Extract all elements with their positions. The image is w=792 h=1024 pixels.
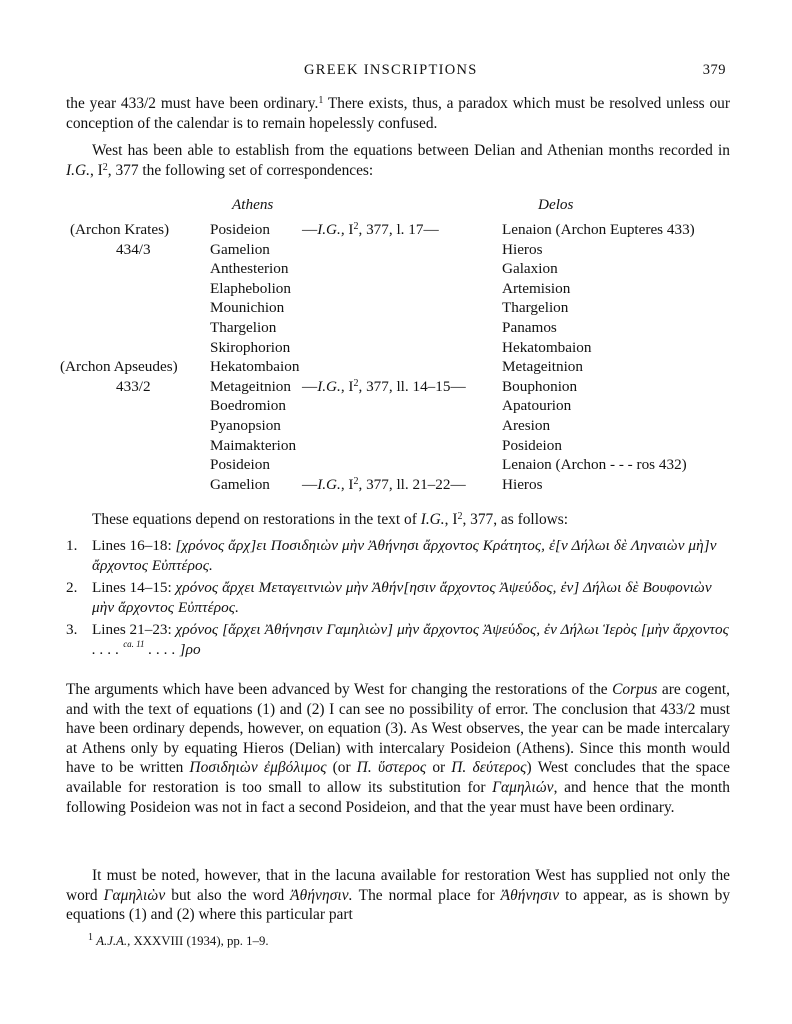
para2-ig: I.G. bbox=[66, 161, 90, 179]
paragraph-1 bbox=[66, 94, 730, 133]
para3-sup: 2 bbox=[457, 511, 463, 522]
footnote-number: 1 bbox=[88, 932, 93, 943]
athens-month: Skirophorion bbox=[210, 338, 291, 356]
delos-month: Metageitnion bbox=[502, 358, 583, 376]
equation-label: Lines 14–15: bbox=[92, 579, 176, 597]
table-row bbox=[66, 280, 730, 300]
delos-month: Apatourion bbox=[502, 397, 572, 415]
equation-label: Lines 16–18: bbox=[92, 537, 176, 554]
athens-month: Thargelion bbox=[210, 319, 277, 336]
delos-month: Galaxion bbox=[502, 260, 558, 278]
year-apseudes: 433/2 bbox=[116, 377, 151, 395]
paragraph-3 bbox=[66, 510, 730, 530]
para3-text-c: , 377, as follows: bbox=[462, 511, 569, 528]
delos-month: Lenaion (Archon Eupteres 433) bbox=[502, 221, 695, 238]
page-number: 379 bbox=[702, 62, 726, 78]
delos-month: Hieros bbox=[502, 475, 543, 493]
delos-month: Posideion bbox=[502, 436, 562, 454]
athens-month: Metageitnion bbox=[210, 377, 291, 395]
delos-month: Hekatombaion bbox=[502, 338, 592, 356]
table-row bbox=[66, 456, 730, 476]
athens-month: Gamelion bbox=[210, 240, 270, 258]
inscription-reference: —I.G., $I^2$, 377, ll. 14–15— bbox=[302, 377, 466, 395]
para3-text-a: These equations depend on restorations in the text of bbox=[92, 511, 421, 528]
delos-month: Aresion bbox=[502, 417, 551, 434]
archon-krates: (Archon Krates) bbox=[70, 221, 170, 238]
table-row bbox=[66, 241, 730, 261]
list-item bbox=[66, 578, 730, 617]
paragraph-5: It must be noted, however, that in the lacuna available for restoration West has supplied not only the word Γαμηλιὼν but also the word Ἀθήνησιν. The normal place for Ἀθήνησιν to appear, as is shown by equations (1) and (2) where this particular part bbox=[66, 867, 731, 924]
athens-month: Hekatombaion bbox=[210, 358, 300, 376]
delos-month: Thargelion bbox=[502, 299, 569, 317]
correspondence-table bbox=[60, 196, 730, 496]
athens-month: Maimakterion bbox=[210, 436, 297, 454]
delos-month: Panamos bbox=[502, 319, 557, 336]
equation-greek: [χρόνος ἄρχ]ει Ποσιδηιὼν μὴν Ἀθήνησι ἄρχοντος Κράτητος, ἐ[ν Δήλωι δὲ Ληναιὼν μὴ]ν ἄρχοντος Εὐπτέρος. bbox=[92, 537, 717, 574]
inscription-reference: —I.G., $I^2$, 377, ll. 21–22— bbox=[302, 475, 466, 493]
running-header bbox=[66, 62, 730, 82]
equation-number: 2. bbox=[66, 579, 78, 597]
column-header-athens: Athens bbox=[232, 196, 274, 213]
footnote-text: , XXXVIII (1934), pp. 1–9. bbox=[127, 934, 269, 948]
footnote-marker: 1 bbox=[318, 95, 324, 106]
running-title: GREEK INSCRIPTIONS bbox=[304, 62, 478, 78]
para2-text-a: West has been able to establish from the equations between Delian and Athenian months recorded in bbox=[92, 142, 730, 159]
table-row bbox=[66, 221, 730, 241]
para3-ig: I.G. bbox=[420, 511, 445, 528]
table-row bbox=[60, 358, 730, 378]
delos-month: Bouphonion bbox=[502, 377, 578, 395]
equation-greek: χρόνος ἄρχει Μεταγειτνιὼν μὴν Ἀθήν[ησιν ἄρχοντος Ἀψεύδος, ἐν] Δήλωι δὲ Βουφονιὼν μὴν ἄρχοντος Εὐπτέρος. bbox=[92, 579, 712, 616]
archon-apseudes: (Archon Apseudes) bbox=[60, 358, 178, 376]
table-row bbox=[66, 299, 730, 319]
para1-text-a: the year 433/2 must have been ordinary. bbox=[66, 95, 319, 112]
athens-month: Gamelion bbox=[210, 475, 270, 493]
para3-text-b: , I bbox=[444, 511, 458, 528]
footnote bbox=[88, 934, 269, 949]
paragraph-2 bbox=[66, 141, 730, 180]
table-row bbox=[66, 417, 730, 437]
delos-month: Lenaion (Archon - - - ros 432) bbox=[502, 456, 687, 474]
para2-text-c: , 377 the following set of correspondences: bbox=[107, 161, 374, 179]
para1-text-b: There exists, thus, a paradox which must be resolved unless our conception of the calendar is to remain hopelessly confused. bbox=[66, 95, 730, 132]
equation-number: 1. bbox=[66, 537, 78, 554]
athens-month: Pyanopsion bbox=[210, 417, 281, 434]
table-row bbox=[66, 378, 730, 398]
table-row bbox=[66, 260, 730, 280]
delos-month: Artemision bbox=[502, 279, 571, 297]
paragraph-4: The arguments which have been advanced by West for changing the restorations of the Corpus are cogent, and with the text of equations (1) and (2) I can see no possibility of error. The conclusion that 433/2 must have been ordinary depends, however, on equation (3). As West observes, the year can be made intercalary at Athens only by equating Hieros (Delian) with intercalary Posideion (Athens). Since this month would have to be written Ποσιδηιὼν ἐμβόλιμος (or Π. ὕστερος or Π. δεύτερος) West concludes that the space available for restoration is too small to allow its substitution for Γαμηλιών, and hence that the month following Posideion was not in fact a second Posideion, and that the year must have been ordinary. bbox=[66, 681, 730, 816]
lacuna-estimate: ca. 11 bbox=[123, 638, 145, 649]
inscription-reference: —I.G., $I^2$, 377, l. 17— bbox=[302, 221, 439, 238]
athens-month: Mounichion bbox=[210, 299, 285, 317]
year-krates: 434/3 bbox=[116, 240, 151, 258]
equation-number: 3. bbox=[66, 621, 78, 639]
corpus-term: Corpus bbox=[612, 681, 658, 698]
equation-greek: χρόνος [ἄρχει Ἀθήνησιν Γαμηλιὼν] μὴν ἄρχοντος Ἀψεύδος, ἐν Δήλωι Ἱερὸς [μὴν ἄρχοντος . . . . bbox=[92, 621, 729, 658]
athens-month: Posideion bbox=[210, 456, 270, 474]
list-item bbox=[66, 536, 730, 575]
athens-month: Posideion bbox=[210, 221, 270, 238]
table-row bbox=[66, 397, 730, 417]
athens-month: Elaphebolion bbox=[210, 279, 291, 297]
para2-text-b: , I bbox=[89, 161, 103, 179]
equation-label: Lines 21–23: bbox=[92, 621, 176, 639]
para2-sup: 2 bbox=[102, 161, 108, 173]
delos-month: Hieros bbox=[502, 240, 543, 258]
table-row bbox=[66, 437, 730, 457]
athens-month: Boedromion bbox=[210, 397, 286, 415]
table-row bbox=[66, 339, 730, 359]
equation-list bbox=[66, 536, 730, 663]
list-item bbox=[66, 620, 730, 659]
athens-month: Anthesterion bbox=[210, 260, 289, 278]
footnote-journal: A.J.A. bbox=[96, 934, 128, 948]
column-header-delos: Delos bbox=[538, 196, 574, 213]
equation-greek-end: . . . . ]ρο bbox=[144, 640, 201, 658]
table-row bbox=[66, 476, 730, 496]
table-row bbox=[66, 319, 730, 339]
